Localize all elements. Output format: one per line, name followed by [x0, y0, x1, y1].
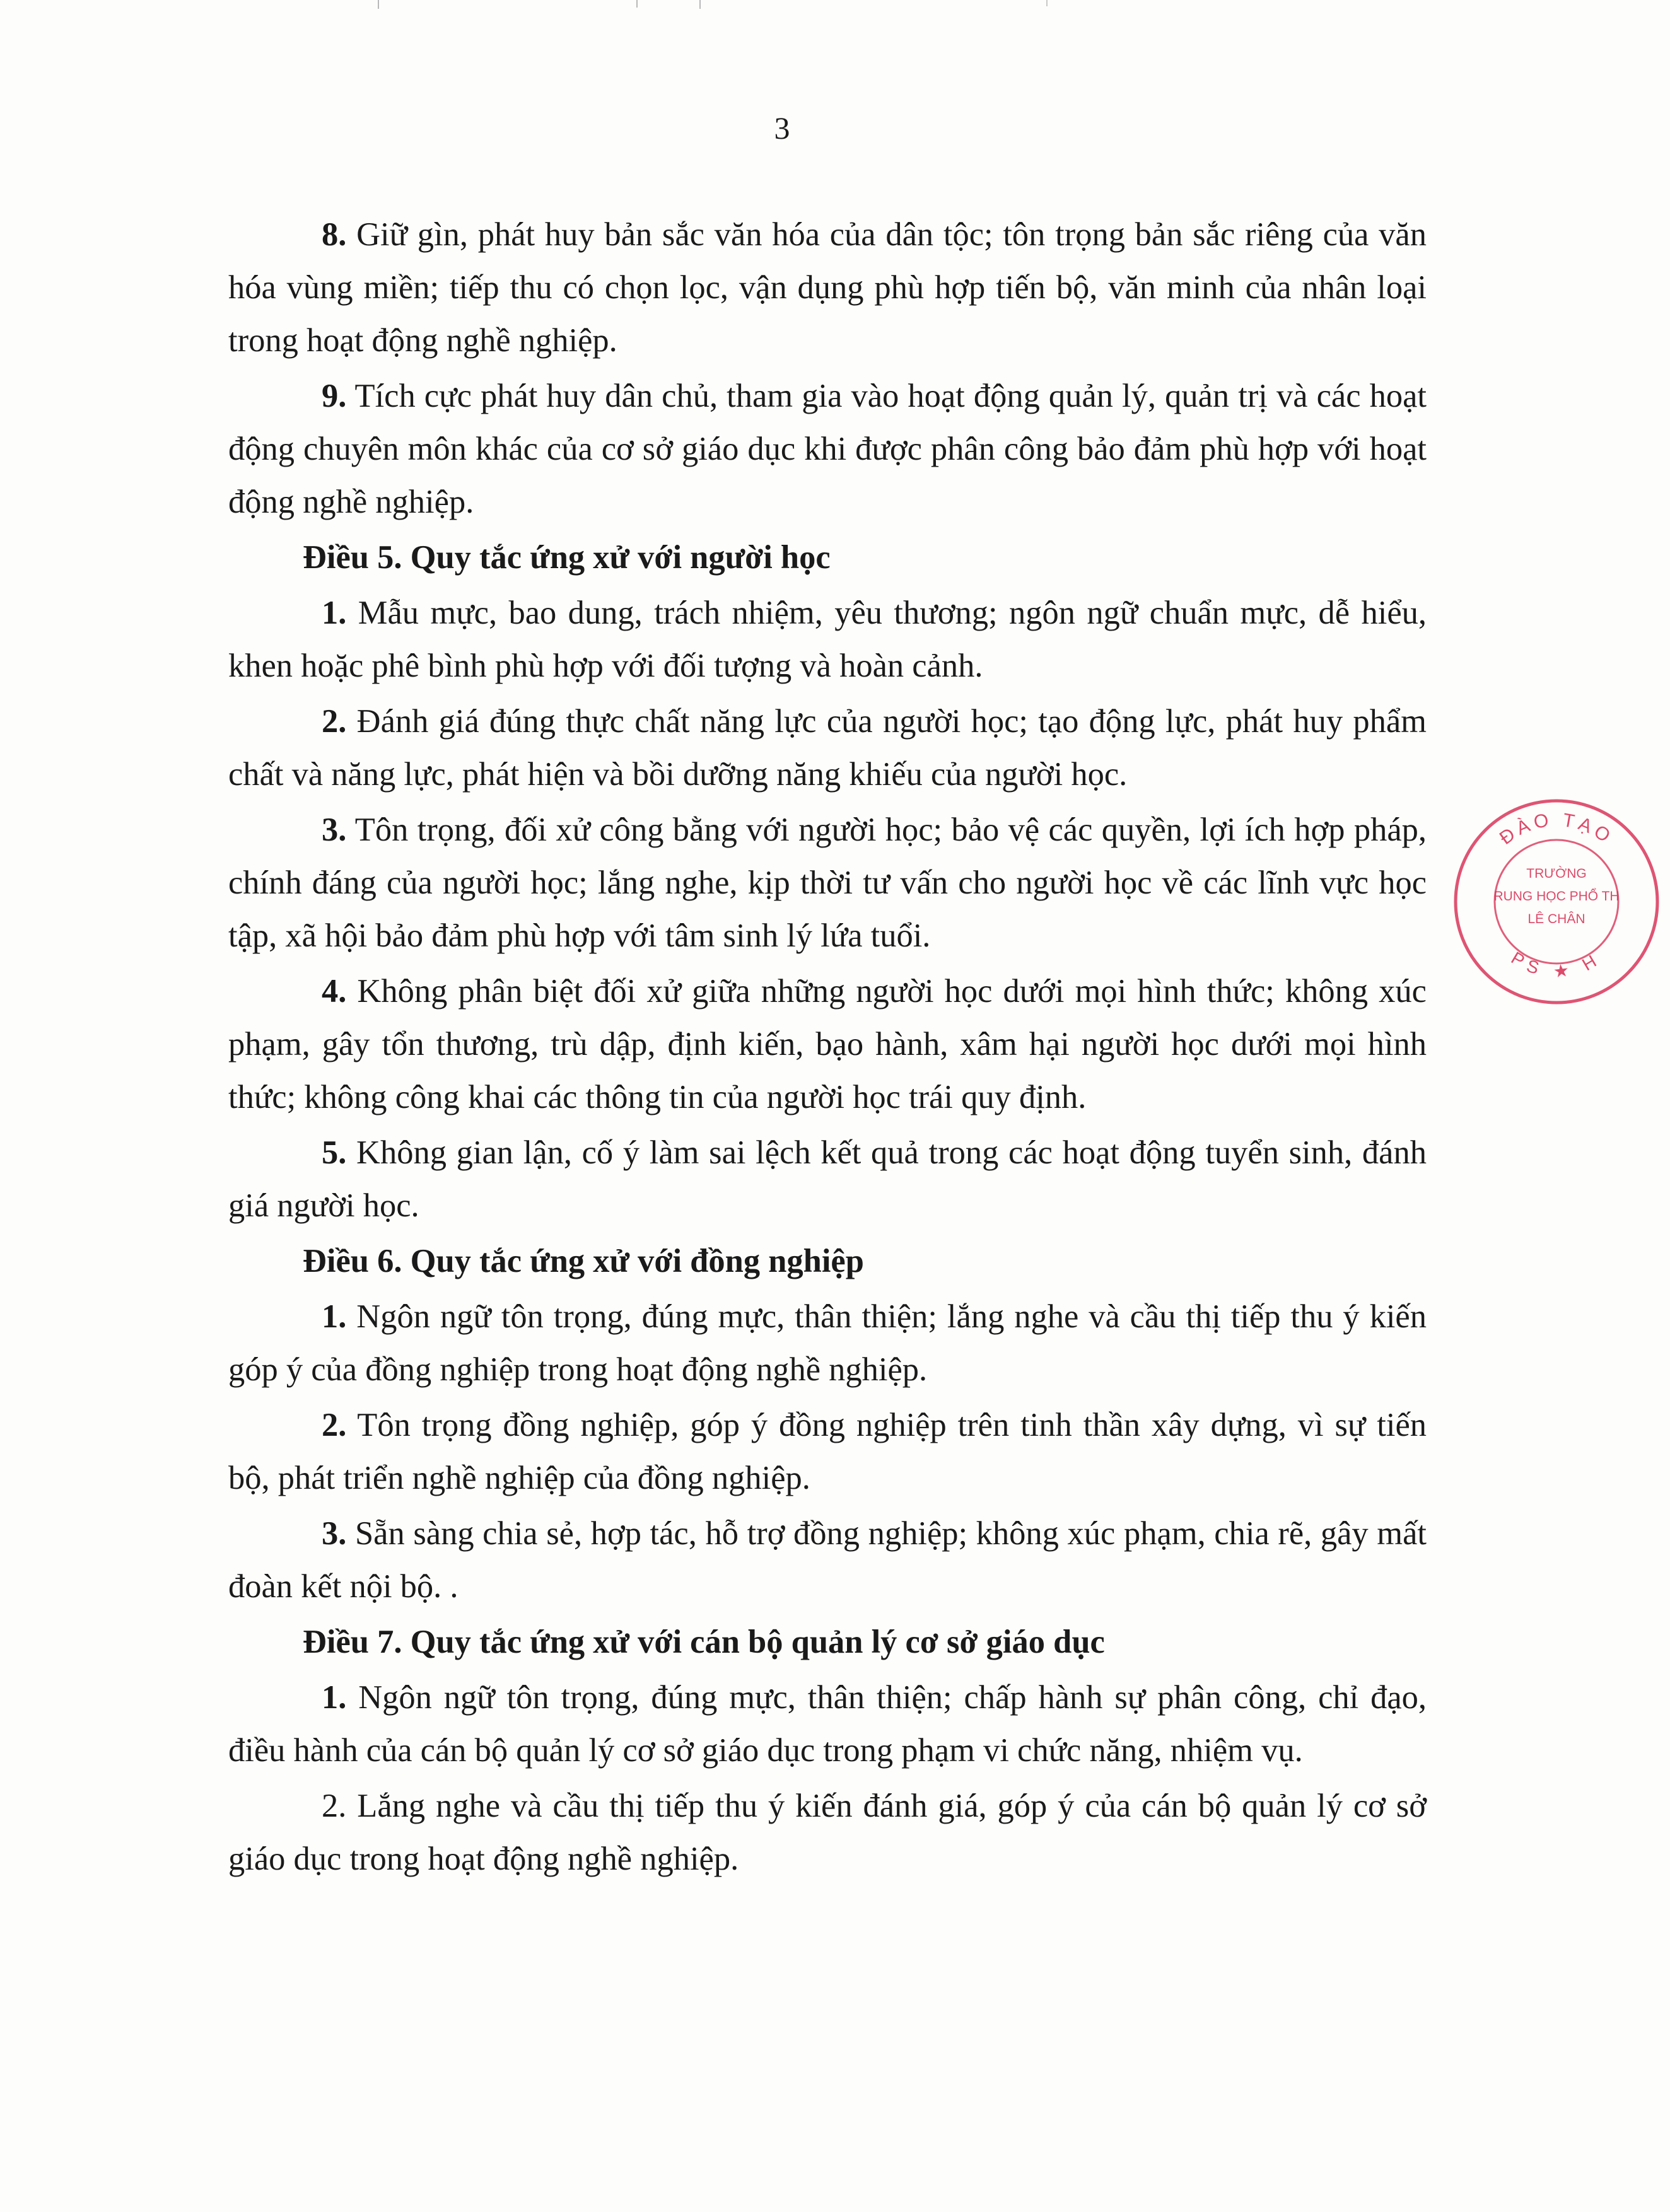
item-number: 4. [322, 973, 347, 1010]
item-number: 1. [322, 1298, 347, 1335]
article-5-item-4 [228, 965, 1427, 1124]
school-seal-stamp [1443, 788, 1670, 1015]
article-6-item-3 [228, 1507, 1427, 1613]
item-number: 3. [322, 812, 347, 848]
item-number: 3. [322, 1515, 347, 1552]
item-text: Tôn trọng đồng nghiệp, góp ý đồng nghiệp trên tinh thần xây dựng, vì sự tiến bộ, phát triển nghề nghiệp của đồng nghiệp. [228, 1407, 1427, 1496]
seal-line-1: TRƯỜNG [1526, 866, 1587, 881]
article-7-item-2 [228, 1779, 1427, 1885]
article-5-item-2 [228, 695, 1427, 801]
svg-text:ĐÀO TẠO [1496, 810, 1617, 849]
item-text: Giữ gìn, phát huy bản sắc văn hóa của dân tộc; tôn trọng bản sắc riêng của văn hóa vùng miền; tiếp thu có chọn lọc, vận dụng phù hợp tiến bộ, văn minh của nhân loại trong hoạt động nghề nghiệp. [228, 216, 1427, 359]
seal-line-3: LÊ CHÂN [1527, 912, 1585, 926]
article-6-item-1 [228, 1290, 1427, 1396]
item-text: Ngôn ngữ tôn trọng, đúng mực, thân thiện; chấp hành sự phân công, chỉ đạo, điều hành của cán bộ quản lý cơ sở giáo dục trong phạm vi chức năng, nhiệm vụ. [228, 1679, 1427, 1769]
paragraph-8 [228, 208, 1427, 367]
item-number: 1. [322, 1679, 347, 1716]
item-number: 8. [322, 216, 347, 253]
article-5-item-3 [228, 803, 1427, 962]
seal-bottom-text: PS ★ H [1507, 948, 1606, 982]
item-number: 2. [322, 1407, 347, 1443]
article-6-heading: Điều 6. Quy tắc ứng xử với đồng nghiệp [303, 1243, 864, 1279]
article-5-item-1 [228, 586, 1427, 692]
item-text: Ngôn ngữ tôn trọng, đúng mực, thân thiện; lắng nghe và cầu thị tiếp thu ý kiến góp ý của đồng nghiệp trong hoạt động nghề nghiệp. [228, 1298, 1427, 1388]
item-text: Sẵn sàng chia sẻ, hợp tác, hỗ trợ đồng nghiệp; không xúc phạm, chia rẽ, gây mất đoàn kết nội bộ. . [228, 1515, 1427, 1605]
item-text: Tích cực phát huy dân chủ, tham gia vào hoạt động quản lý, quản trị và các hoạt động chuyên môn khác của cơ sở giáo dục khi được phân công bảo đảm phù hợp với hoạt động nghề nghiệp. [228, 378, 1427, 520]
article-5-item-5 [228, 1126, 1427, 1232]
item-number: 5. [322, 1134, 347, 1171]
item-text: Mẫu mực, bao dung, trách nhiệm, yêu thương; ngôn ngữ chuẩn mực, dễ hiểu, khen hoặc phê bình phù hợp với đối tượng và hoàn cảnh. [228, 595, 1427, 684]
item-text: Lắng nghe và cầu thị tiếp thu ý kiến đánh giá, góp ý của cán bộ quản lý cơ sở giáo dục trong hoạt động nghề nghiệp. [228, 1788, 1427, 1877]
article-5-heading: Điều 5. Quy tắc ứng xử với người học [303, 539, 831, 576]
article-6-item-2 [228, 1399, 1427, 1505]
item-text: Không phân biệt đối xử giữa những người học dưới mọi hình thức; không xúc phạm, gây tổn thương, trù dập, định kiến, bạo hành, xâm hại người học dưới mọi hình thức; không công khai các thông tin của người học trái quy định. [228, 973, 1427, 1115]
paragraph-9 [228, 370, 1427, 528]
item-number: 2. [322, 703, 347, 740]
item-number: 2. [322, 1788, 347, 1824]
item-text: Không gian lận, cố ý làm sai lệch kết quả trong các hoạt động tuyển sinh, đánh giá người học. [228, 1134, 1427, 1224]
seal-line-2: RUNG HỌC PHỔ TH [1493, 889, 1620, 904]
svg-text:PS ★ H [1508, 948, 1605, 981]
document-body [228, 208, 1427, 1888]
item-number: 1. [322, 595, 347, 631]
item-text: Tôn trọng, đối xử công bằng với người học; bảo vệ các quyền, lợi ích hợp pháp, chính đáng của người học; lắng nghe, kịp thời tư vấn cho người học về các lĩnh vực học tập, xã hội bảo đảm phù hợp với tâm sinh lý lứa tuổi. [228, 812, 1427, 954]
page-number: 3 [774, 110, 790, 146]
item-number: 9. [322, 378, 347, 414]
item-text: Đánh giá đúng thực chất năng lực của người học; tạo động lực, phát huy phẩm chất và năng lực, phát hiện và bồi dưỡng năng khiếu của người học. [228, 703, 1427, 793]
article-7-heading: Điều 7. Quy tắc ứng xử với cán bộ quản lý cơ sở giáo dục [303, 1624, 1105, 1660]
seal-top-text: ĐÀO TẠO [1495, 809, 1618, 849]
article-7-item-1 [228, 1671, 1427, 1777]
scan-edge-marks [0, 0, 1564, 19]
